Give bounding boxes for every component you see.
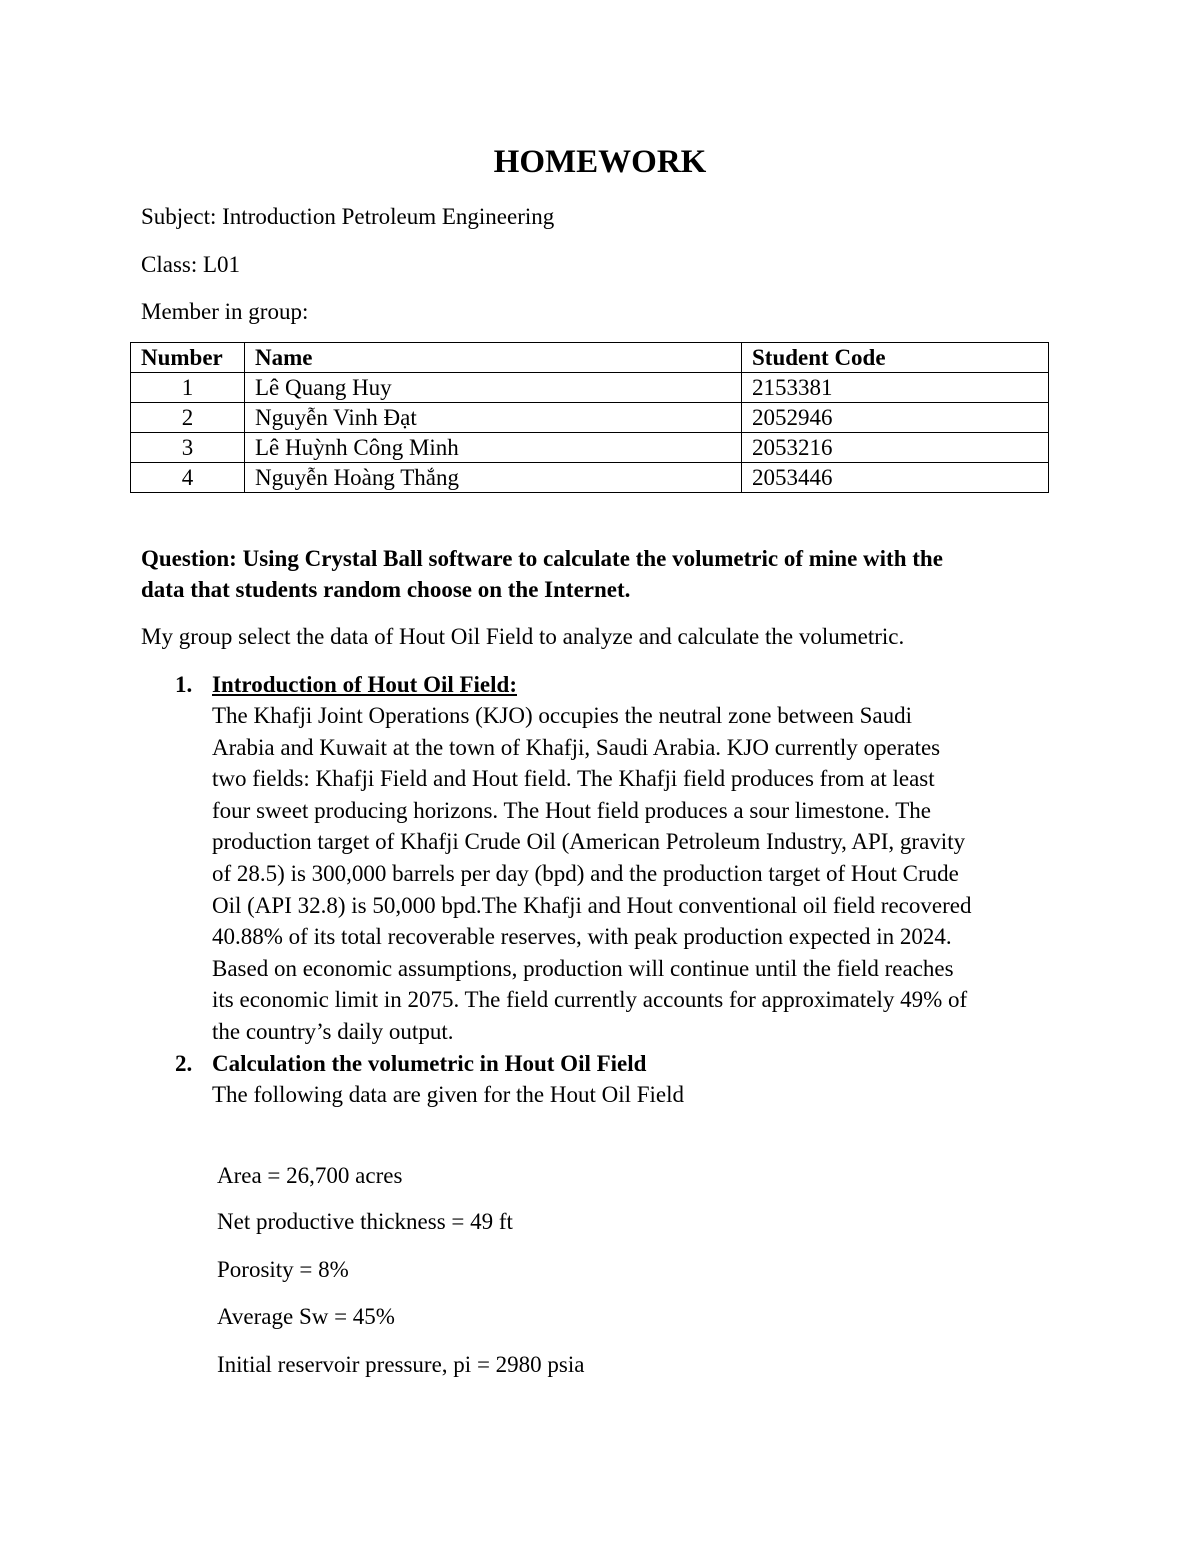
class-line: Class: L01 bbox=[141, 252, 241, 277]
cell-number: 1 bbox=[131, 373, 245, 403]
header-name: Name bbox=[245, 343, 742, 373]
section-number: 1. bbox=[175, 672, 193, 697]
paragraph-line: 40.88% of its total recoverable reserves, with peak production expected in 2024. bbox=[212, 924, 952, 950]
paragraph-line: production target of Khafji Crude Oil (American Petroleum Industry, API, gravity bbox=[212, 829, 966, 855]
section-introduction bbox=[141, 669, 1071, 1048]
page-title: HOMEWORK bbox=[493, 144, 707, 180]
section-paragraph bbox=[141, 1079, 1071, 1111]
paragraph-line: Oil (API 32.8) is 50,000 bpd.The Khafji and Hout conventional oil field recovered bbox=[212, 892, 972, 918]
question-block bbox=[141, 543, 1061, 605]
table-row bbox=[131, 403, 1049, 433]
members-label: Member in group: bbox=[141, 299, 309, 324]
cell-name: Lê Quang Huy bbox=[245, 373, 742, 403]
cell-number: 3 bbox=[131, 433, 245, 463]
cell-student-code: 2053216 bbox=[742, 433, 1049, 463]
cell-student-code: 2053446 bbox=[742, 463, 1049, 493]
paragraph-line: four sweet producing horizons. The Hout field produces a sour limestone. The bbox=[212, 797, 932, 823]
cell-student-code: 2153381 bbox=[742, 373, 1049, 403]
section-title: Introduction of Hout Oil Field: bbox=[212, 672, 517, 697]
data-item-pressure: Initial reservoir pressure, pi = 2980 psia bbox=[217, 1352, 585, 1377]
paragraph-line: its economic limit in 2075. The field currently accounts for approximately 49% of bbox=[212, 987, 968, 1013]
header-number: Number bbox=[131, 343, 245, 373]
subject-line: Subject: Introduction Petroleum Engineering bbox=[141, 204, 555, 229]
section-number: 2. bbox=[175, 1051, 193, 1076]
paragraph-line: Arabia and Kuwait at the town of Khafji, Saudi Arabia. KJO currently operates bbox=[212, 734, 941, 760]
data-item-thickness: Net productive thickness = 49 ft bbox=[217, 1209, 513, 1234]
header-student-code: Student Code bbox=[742, 343, 1049, 373]
section-title: Calculation the volumetric in Hout Oil Field bbox=[212, 1051, 647, 1076]
section-paragraph bbox=[141, 700, 1071, 1048]
cell-name: Nguyễn Vinh Đạt bbox=[245, 403, 742, 433]
paragraph-line: Based on economic assumptions, production will continue until the field reaches bbox=[212, 955, 954, 981]
data-item-area: Area = 26,700 acres bbox=[217, 1163, 403, 1188]
table-row bbox=[131, 373, 1049, 403]
cell-name: Nguyễn Hoàng Thắng bbox=[245, 463, 742, 493]
members-table bbox=[130, 342, 1049, 493]
table-row bbox=[131, 463, 1049, 493]
intro-sentence: My group select the data of Hout Oil Field to analyze and calculate the volumetric. bbox=[141, 624, 905, 649]
table-row bbox=[131, 433, 1049, 463]
paragraph-line: of 28.5) is 300,000 barrels per day (bpd) and the production target of Hout Crude bbox=[212, 860, 959, 886]
cell-student-code: 2052946 bbox=[742, 403, 1049, 433]
section-heading bbox=[141, 1048, 1071, 1079]
paragraph-line: The Khafji Joint Operations (KJO) occupies the neutral zone between Saudi bbox=[212, 703, 913, 728]
section-calculation bbox=[141, 1048, 1071, 1111]
paragraph-line: the country’s daily output. bbox=[212, 1018, 454, 1044]
data-item-sw: Average Sw = 45% bbox=[217, 1304, 395, 1329]
data-item-porosity: Porosity = 8% bbox=[217, 1257, 349, 1282]
cell-number: 2 bbox=[131, 403, 245, 433]
paragraph-line: two fields: Khafji Field and Hout field. The Khafji field produces from at least bbox=[212, 766, 935, 792]
cell-number: 4 bbox=[131, 463, 245, 493]
cell-name: Lê Huỳnh Công Minh bbox=[245, 433, 742, 463]
question-line: data that students random choose on the Internet. bbox=[141, 577, 631, 602]
section-heading bbox=[141, 669, 1071, 700]
table-header-row bbox=[131, 343, 1049, 373]
question-line: Question: Using Crystal Ball software to calculate the volumetric of mine with the bbox=[141, 546, 943, 571]
paragraph-line: The following data are given for the Hout Oil Field bbox=[212, 1082, 685, 1107]
